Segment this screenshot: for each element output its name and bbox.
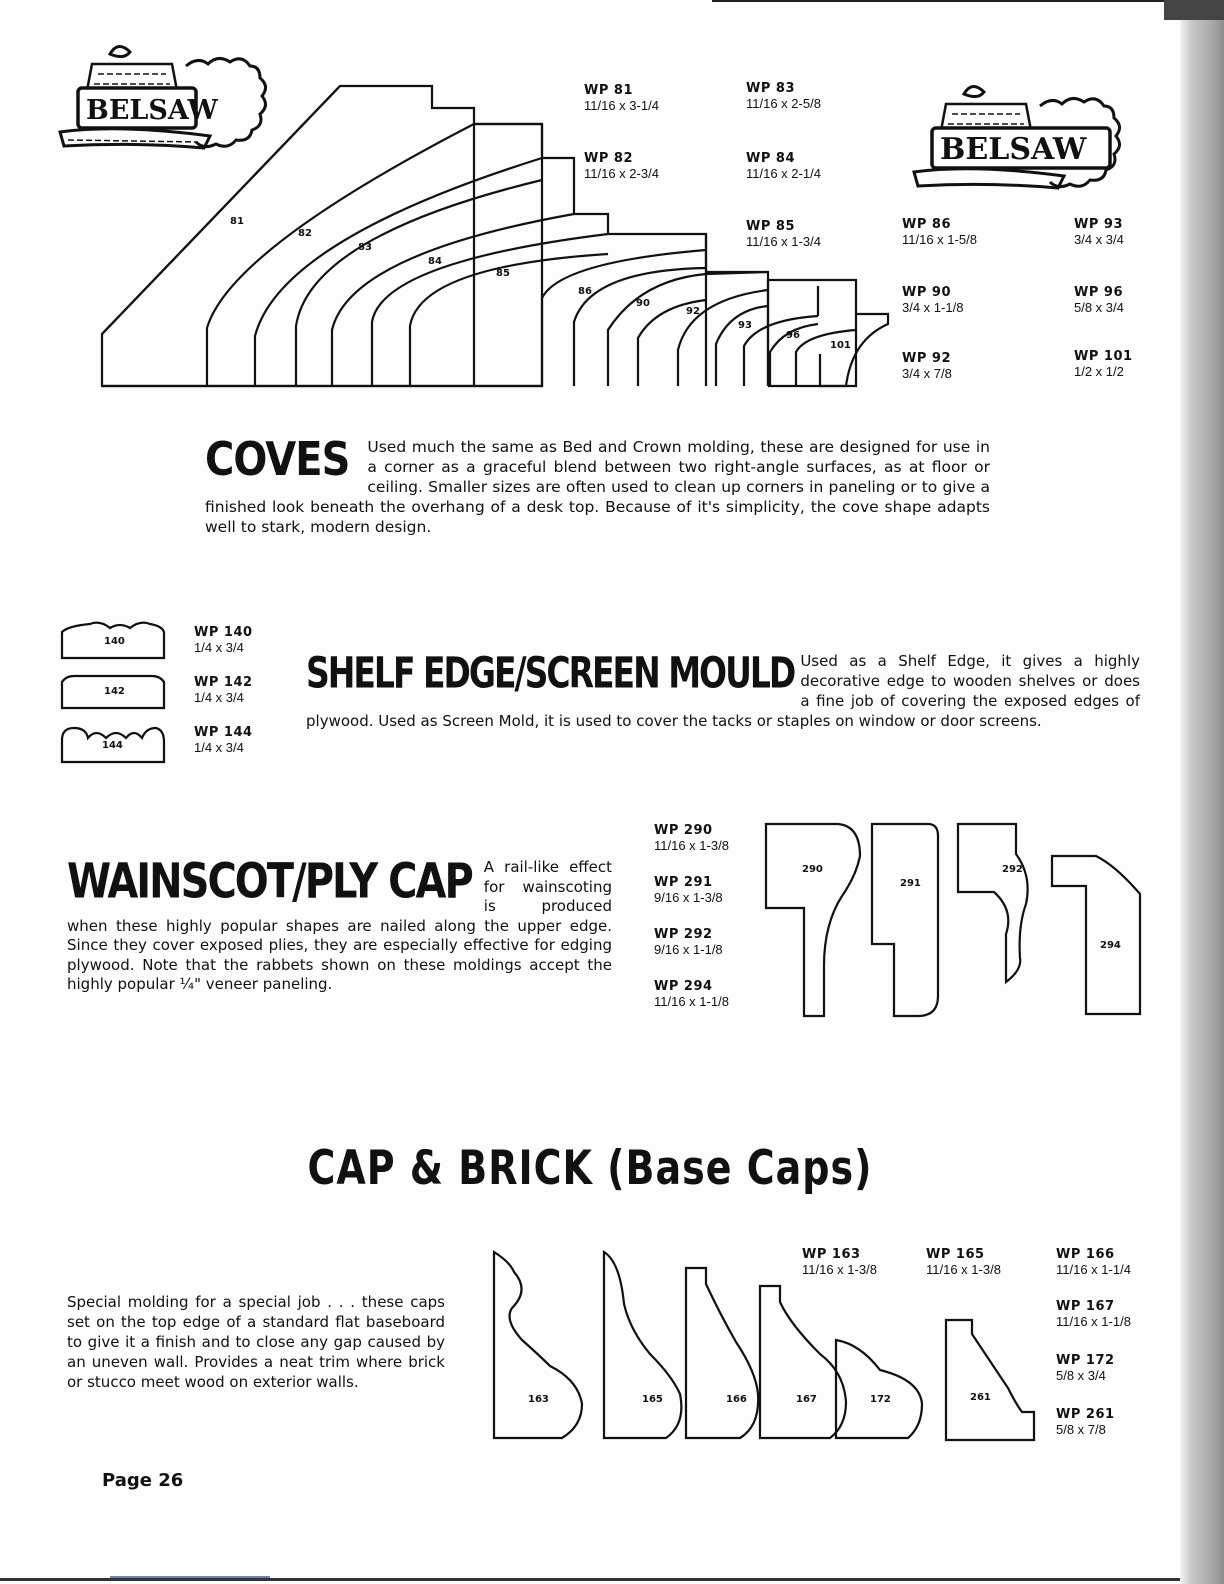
callout-wp85: WP 85 11/16 x 1-3/4 <box>746 219 821 249</box>
profile-number: 261 <box>970 1392 991 1403</box>
profile-number: 166 <box>726 1394 747 1405</box>
callout-wp81: WP 81 11/16 x 3-1/4 <box>584 83 659 113</box>
callout-wp96: WP 96 5/8 x 3/4 <box>1074 285 1124 315</box>
coves-description <box>205 433 990 537</box>
callout-wp142: WP 142 1/4 x 3/4 <box>194 675 253 705</box>
callout-wp90: WP 90 3/4 x 1-1/8 <box>902 285 964 315</box>
wainscot-heading: WAINSCOT/PLY CAP <box>67 854 472 910</box>
profile-number: 86 <box>578 286 592 297</box>
profile-number: 144 <box>102 740 123 751</box>
wainscot-text: A rail-like effect for wainscoting is produced when these highly popular shapes are nailed along the upper edge. Since they cover exposed plies, they are especially effective for edging plywood. Note that the rabbets shown on these moldings accept the highly popular ¼" veneer paneling. <box>67 858 612 993</box>
callout-wp140: WP 140 1/4 x 3/4 <box>194 625 253 655</box>
profile-number: 294 <box>1100 940 1121 951</box>
callout-wp172: WP 172 5/8 x 3/4 <box>1056 1353 1115 1383</box>
bottom-rule <box>0 1578 1180 1581</box>
profile-number: 172 <box>870 1394 891 1405</box>
profile-number: 292 <box>1002 864 1023 875</box>
callout-wp261: WP 261 5/8 x 7/8 <box>1056 1407 1115 1437</box>
profile-number: 85 <box>496 268 510 279</box>
profile-number: 291 <box>900 878 921 889</box>
callout-wp292: WP 292 9/16 x 1-1/8 <box>654 927 723 957</box>
shelf-description <box>306 647 1140 731</box>
callout-wp294: WP 294 11/16 x 1-1/8 <box>654 979 729 1009</box>
bottom-accent <box>110 1576 270 1578</box>
profile-number: 165 <box>642 1394 663 1405</box>
callout-wp82: WP 82 11/16 x 2-3/4 <box>584 151 659 181</box>
callout-wp166: WP 166 11/16 x 1-1/4 <box>1056 1247 1131 1277</box>
profile-number: 163 <box>528 1394 549 1405</box>
callout-wp163: WP 163 11/16 x 1-3/8 <box>802 1247 877 1277</box>
profile-number: 81 <box>230 216 244 227</box>
cove-profiles-drawing <box>0 0 1224 420</box>
profile-number: 84 <box>428 256 442 267</box>
profile-number: 96 <box>786 330 800 341</box>
profile-number: 92 <box>686 306 700 317</box>
profile-number: 90 <box>636 298 650 309</box>
callout-wp165: WP 165 11/16 x 1-3/8 <box>926 1247 1001 1277</box>
profile-number: 142 <box>104 686 125 697</box>
callout-wp290: WP 290 11/16 x 1-3/8 <box>654 823 729 853</box>
shelf-heading: SHELF EDGE/SCREEN MOULD <box>306 647 795 698</box>
profile-number: 290 <box>802 864 823 875</box>
profile-number: 140 <box>104 636 125 647</box>
coves-heading: COVES <box>205 433 350 487</box>
callout-wp101: WP 101 1/2 x 1/2 <box>1074 349 1133 379</box>
callout-wp93: WP 93 3/4 x 3/4 <box>1074 217 1124 247</box>
profile-number: 93 <box>738 320 752 331</box>
base-caps-title: CAP & BRICK (Base Caps) <box>307 1140 873 1195</box>
base-caps-description: Special molding for a special job . . . these caps set on the top edge of a standard flat baseboard to give it a finish and to close any gap caused by an uneven wall. Provides a neat trim where brick or stucco meet wood on exterior walls. <box>67 1293 445 1391</box>
shelf-text: Used as a Shelf Edge, it gives a highly decorative edge to wooden shelves or does a fine job of covering the exposed edges of plywood. Used as Screen Mold, it is used to cover the tacks or staples on window or door screens. <box>306 652 1140 730</box>
callout-wp83: WP 83 11/16 x 2-5/8 <box>746 81 821 111</box>
wainscot-description <box>67 854 612 995</box>
callout-wp86: WP 86 11/16 x 1-5/8 <box>902 217 977 247</box>
page-number: Page 26 <box>102 1470 184 1491</box>
coves-text: Used much the same as Bed and Crown molding, these are designed for use in a corner as a graceful blend between two right-angle surfaces, as at floor or ceiling. Smaller sizes are often used to clean up corners in paneling or to give a finished look beneath the overhang of a desk top. Because of it's simplicity, the cove shape adapts well to stark, modern design. <box>205 438 990 536</box>
callout-wp92: WP 92 3/4 x 7/8 <box>902 351 952 381</box>
profile-number: 82 <box>298 228 312 239</box>
belsaw-logo-text: BELSAW <box>86 95 218 126</box>
wainscot-profiles-drawing <box>760 816 1160 1026</box>
belsaw-logo-text: BELSAW <box>940 132 1087 167</box>
profile-number: 167 <box>796 1394 817 1405</box>
callout-wp291: WP 291 9/16 x 1-3/8 <box>654 875 723 905</box>
callout-wp167: WP 167 11/16 x 1-1/8 <box>1056 1299 1131 1329</box>
profile-number: 101 <box>830 340 851 351</box>
callout-wp84: WP 84 11/16 x 2-1/4 <box>746 151 821 181</box>
profile-number: 83 <box>358 242 372 253</box>
callout-wp144: WP 144 1/4 x 3/4 <box>194 725 253 755</box>
